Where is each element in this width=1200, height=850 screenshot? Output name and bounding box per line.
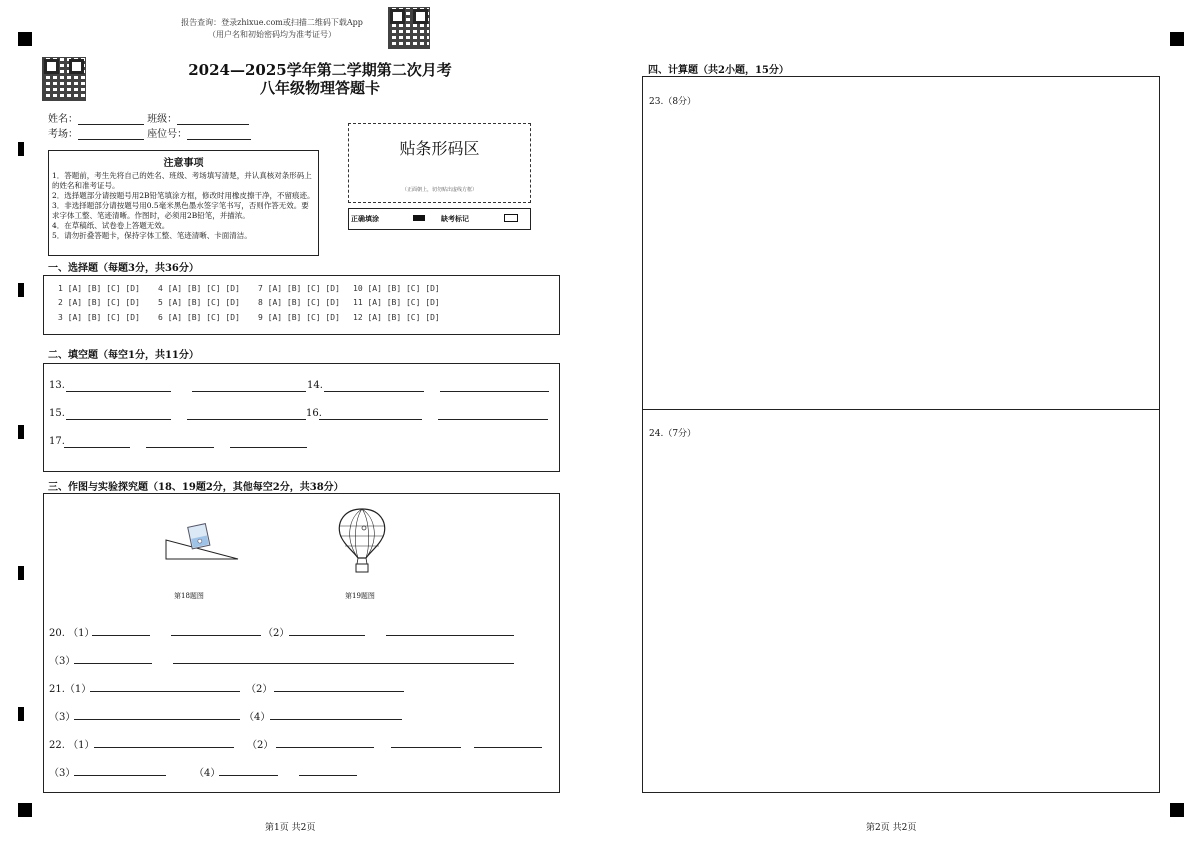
choice-q8[interactable]: 8 [A] [B] [C] [D] — [258, 298, 340, 307]
app-qr-code — [388, 7, 430, 49]
choice-q5[interactable]: 5 [A] [B] [C] [D] — [158, 298, 240, 307]
choice-q9[interactable]: 9 [A] [B] [C] [D] — [258, 313, 340, 322]
choice-q3[interactable]: 3 [A] [B] [C] [D] — [58, 313, 140, 322]
q14-label: 14. — [307, 380, 323, 391]
room-label: 考场： — [48, 129, 78, 140]
barcode-area[interactable] — [348, 123, 531, 203]
q20-1-blank[interactable] — [92, 635, 150, 636]
hot-air-balloon-figure[interactable] — [334, 506, 390, 574]
notice-item: 5．请勿折叠答题卡，保持字体工整、笔迹清晰、卡面清洁。 — [52, 231, 252, 240]
q20-part3-label: （3） — [49, 656, 76, 667]
q22-4-blank[interactable] — [219, 775, 278, 776]
page-title: 2024—2025学年第二学期第二次月考 — [188, 61, 452, 79]
timing-mark — [18, 425, 24, 439]
q20-label: 20. — [49, 628, 65, 639]
timing-mark — [18, 566, 24, 580]
q17-blank[interactable] — [230, 447, 307, 448]
choice-q2[interactable]: 2 [A] [B] [C] [D] — [58, 298, 140, 307]
timing-mark — [18, 142, 24, 156]
fill-legend — [348, 208, 531, 230]
notice-item: 1．答题前，考生先将自己的姓名、班级、考场填写清楚，并认真核对条形码上的姓名和准考证号。 — [52, 171, 312, 190]
q22-part2-label: （2） — [247, 740, 274, 751]
choice-q11[interactable]: 11 [A] [B] [C] [D] — [353, 298, 440, 307]
q24-answer-area[interactable] — [643, 417, 1159, 787]
q20-3-blank[interactable] — [173, 663, 514, 664]
correct-fill-sample — [413, 215, 425, 221]
q21-part2-label: （2） — [246, 684, 273, 695]
q20-2-blank[interactable] — [386, 635, 514, 636]
choice-q10[interactable]: 10 [A] [B] [C] [D] — [353, 284, 440, 293]
choice-q7[interactable]: 7 [A] [B] [C] [D] — [258, 284, 340, 293]
q21-3-blank[interactable] — [74, 719, 240, 720]
q20-3-blank[interactable] — [74, 663, 152, 664]
absent-mark-label: 缺考标记 — [441, 214, 469, 223]
class-label: 班级： — [147, 114, 178, 125]
report-line-2: （用户名和初始密码均为准考证号） — [208, 30, 336, 39]
timing-mark — [18, 283, 24, 297]
registration-mark — [1170, 803, 1184, 817]
q22-3-blank[interactable] — [74, 775, 166, 776]
q20-part1-label: （1） — [68, 628, 95, 639]
seat-field[interactable] — [187, 139, 251, 140]
seat-label: 座位号： — [147, 129, 188, 140]
q20-1-blank[interactable] — [171, 635, 261, 636]
q22-2-blank[interactable] — [391, 747, 461, 748]
q22-1-blank[interactable] — [94, 747, 234, 748]
barcode-hint: （正面朝上，切勿贴出虚线方框） — [401, 187, 477, 193]
registration-mark — [18, 32, 32, 46]
q22-part4-label: （4） — [194, 768, 221, 779]
q21-1-blank[interactable] — [90, 691, 240, 692]
correct-fill-label: 正确填涂 — [351, 214, 379, 223]
q23-q24-divider — [643, 409, 1159, 410]
timing-mark — [18, 707, 24, 721]
q16-label: 16. — [306, 408, 322, 419]
q17-blank[interactable] — [64, 447, 130, 448]
page-number-1: 第1页 共2页 — [265, 823, 316, 833]
registration-mark — [1170, 32, 1184, 46]
q16-blank[interactable] — [319, 419, 422, 420]
q13-blank[interactable] — [66, 391, 171, 392]
student-qr-code — [42, 57, 86, 101]
registration-mark — [18, 803, 32, 817]
report-query-note — [172, 17, 372, 41]
q22-label: 22. — [49, 740, 65, 751]
q22-part1-label: （1） — [68, 740, 95, 751]
q22-part3-label: （3） — [49, 768, 76, 779]
page-subtitle: 八年级物理答题卡 — [259, 79, 380, 97]
q15-blank[interactable] — [66, 419, 171, 420]
q20-2-blank[interactable] — [289, 635, 365, 636]
q22-2-blank[interactable] — [474, 747, 542, 748]
section1-title: 一、选择题（每题3分，共36分） — [48, 263, 199, 274]
q15-label: 15. — [49, 408, 65, 419]
report-line-1: 报告查询：登录zhixue.com或扫描二维码下载App — [181, 18, 363, 27]
q21-4-blank[interactable] — [270, 719, 402, 720]
q24-label: 24.（7分） — [649, 429, 697, 439]
choice-q6[interactable]: 6 [A] [B] [C] [D] — [158, 313, 240, 322]
q23-answer-area[interactable] — [643, 83, 1159, 409]
incline-cup-figure[interactable] — [162, 519, 242, 564]
q14-blank[interactable] — [324, 391, 424, 392]
fig18-caption: 第18题图 — [174, 592, 204, 600]
absent-mark-box[interactable] — [504, 214, 518, 222]
page-number-2: 第2页 共2页 — [866, 823, 917, 833]
section3-title: 三、作图与实验探究题（18、19题2分，其他每空2分，共38分） — [48, 482, 344, 493]
notice-box — [48, 150, 319, 256]
name-label: 姓名： — [48, 114, 78, 125]
q21-row-1 — [49, 680, 91, 695]
fill-blank-box — [43, 363, 560, 472]
notice-item: 4．在草稿纸、试卷卷上答题无效。 — [52, 221, 170, 230]
q13-blank[interactable] — [192, 391, 306, 392]
q17-blank[interactable] — [146, 447, 214, 448]
fig19-caption: 第19题图 — [345, 592, 375, 600]
q22-4-blank[interactable] — [299, 775, 357, 776]
q21-part1-label: （1） — [64, 684, 92, 695]
section4-title: 四、计算题（共2小题，15分） — [648, 65, 789, 76]
section2-title: 二、填空题（每空1分，共11分） — [48, 350, 199, 361]
student-info-row-1 — [48, 110, 249, 125]
notice-item: 3．非选择题部分请按题号用0.5毫米黑色墨水签字笔书写，否则作答无效。要求字体工整、笔迹清晰。作图时，必须用2B铅笔，并描浓。 — [52, 201, 309, 220]
q13-label: 13. — [49, 380, 65, 391]
student-info-row-2 — [48, 125, 251, 140]
choice-q1[interactable]: 1 [A] [B] [C] [D] — [58, 284, 140, 293]
q17-label: 17. — [49, 436, 65, 447]
q23-label: 23.（8分） — [649, 97, 697, 107]
calculation-box — [642, 76, 1160, 793]
notice-item: 2．选择题部分请按题号用2B铅笔填涂方框，修改时用橡皮擦干净，不留痕迹。 — [52, 191, 315, 200]
q14-blank[interactable] — [440, 391, 549, 392]
q20-row-1 — [49, 624, 94, 639]
q15-blank[interactable] — [187, 419, 306, 420]
experiment-box — [43, 493, 560, 793]
choice-q4[interactable]: 4 [A] [B] [C] [D] — [158, 284, 240, 293]
choice-q12[interactable]: 12 [A] [B] [C] [D] — [353, 313, 440, 322]
q20-part2-label: （2） — [263, 628, 290, 639]
notice-title: 注意事项 — [163, 158, 204, 169]
choice-answer-box — [43, 275, 560, 335]
q21-part3-label: （3） — [49, 712, 76, 723]
barcode-label: 贴条形码区 — [399, 139, 480, 158]
q21-part4-label: （4） — [244, 712, 271, 723]
q22-2-blank[interactable] — [276, 747, 374, 748]
q21-2-blank[interactable] — [274, 691, 404, 692]
q22-row-1 — [49, 736, 94, 751]
q21-label: 21. — [49, 684, 65, 695]
q16-blank[interactable] — [438, 419, 548, 420]
room-field[interactable] — [78, 139, 144, 140]
